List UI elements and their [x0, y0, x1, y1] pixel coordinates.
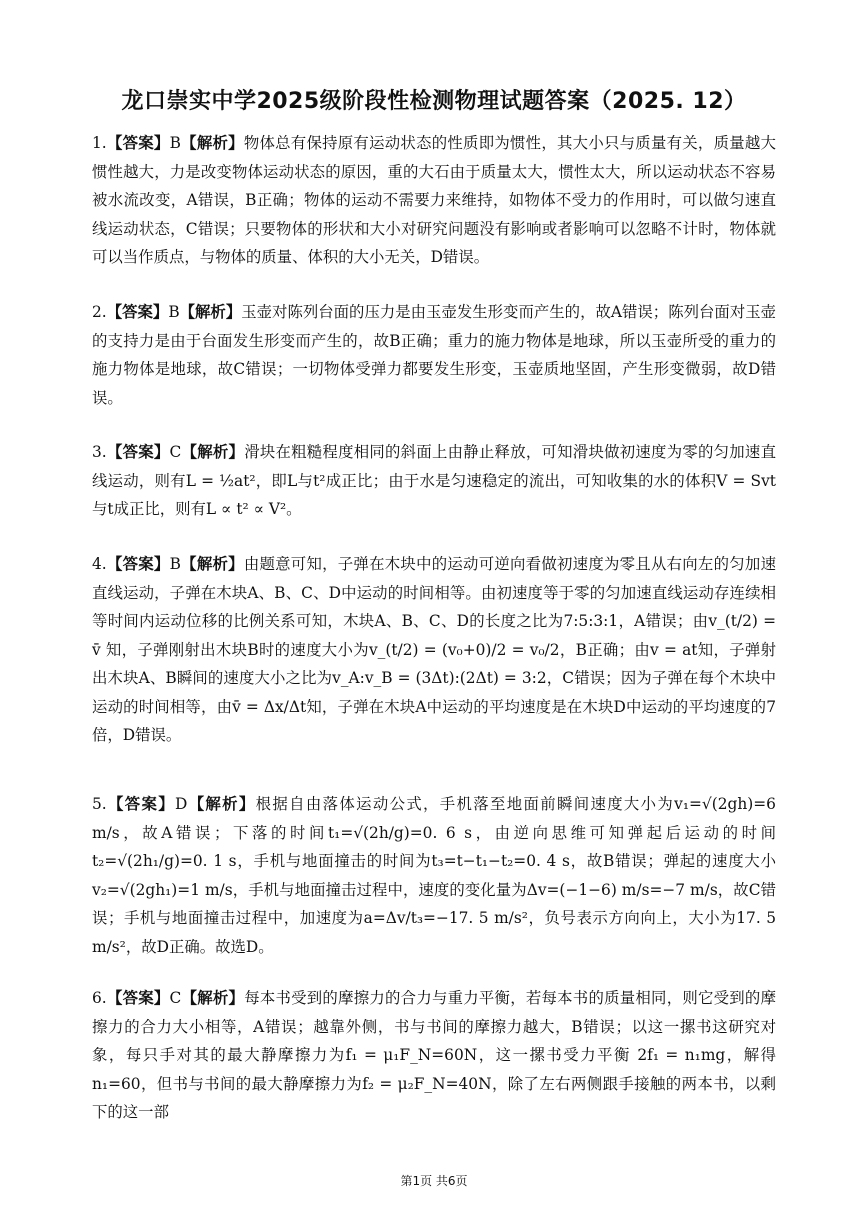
answer-value: C [169, 443, 182, 461]
page-footer: 第1页 共6页 [400, 1174, 468, 1188]
explanation-text: 玉壶对陈列台面的压力是由玉壶发生形变而产生的，故A错误；陈列台面对玉壶的支持力是由于台面发生形变而产生的，故B正确；重力的施力物体是地球，所以玉壶所受的重力的施力物体是地球，故C错误；一切物体受弹力都要发生形变，玉壶质地坚固，产生形变微弱，故D错误。 [92, 303, 776, 407]
question-number: 5. [92, 795, 107, 813]
explanation-text: 滑块在粗糙程度相同的斜面上由静止释放，可知滑块做初速度为零的匀加速直线运动，则有L = ½at²，即L与t²成正比；由于水是匀速稳定的流出，可知收集的水的体积V = Svt与t成正比，则有L ∝ t² ∝ V²。 [92, 443, 776, 518]
explanation-text: 根据自由落体运动公式，手机落至地面前瞬间速度大小为v₁=√(2gh)=6 m/s，故A错误；下落的时间t₁=√(2h/g)=0. 6 s，由逆向思维可知弹起后运动的时间t₂=√(2h₁/g)=0. 1 s，手机与地面撞击的时间为t₃=t−t₁−t₂=0. 4 s，故B错误；弹起的速度大小v₂=√(2gh₁)=1 m/s，手机与地面撞击过程中，速度的变化量为Δv=(−1−6) m/s=−7 m/s，故C错误；手机与地面撞击过程中，加速度为a=Δv/t₃=−17. 5 m/s²，负号表示方向向上，大小为17. 5 m/s²，故D正确。故选D。 [92, 795, 776, 956]
explanation-label: 【解析】 [179, 303, 242, 321]
answer-label: 【答案】 [106, 134, 170, 152]
page-title: 龙口崇实中学2025级阶段性检测物理试题答案（2025. 12） [121, 89, 747, 114]
question-2 [92, 298, 776, 412]
answer-value: B [168, 303, 180, 321]
question-number: 3. [92, 443, 107, 461]
question-5 [92, 790, 776, 961]
question-number: 6. [92, 989, 107, 1007]
answer-label: 【答案】 [106, 303, 169, 321]
explanation-label: 【解析】 [180, 134, 244, 152]
question-1 [92, 129, 776, 272]
answer-value: D [175, 795, 188, 813]
explanation-label: 【解析】 [181, 989, 245, 1007]
explanation-text: 物体总有保持原有运动状态的性质即为惯性，其大小只与质量有关，质量越大惯性越大，力是改变物体运动状态的原因，重的大石由于质量太大，惯性太大，所以运动状态不容易被水流改变，A错误，B正确；物体的运动不需要力来维持，如物体不受力的作用时，可以做匀速直线运动状态，C错误；只要物体的形状和大小对研究问题没有影响或者影响可以忽略不计时，物体就可以当作质点，与物体的质量、体积的大小无关，D错误。 [92, 134, 776, 266]
answer-label: 【答案】 [106, 443, 170, 461]
question-number: 2. [92, 303, 107, 321]
question-number: 1. [92, 134, 107, 152]
question-number: 4. [92, 555, 107, 573]
explanation-text: 由题意可知，子弹在木块中的运动可逆向看做初速度为零且从右向左的匀加速直线运动，子弹在木块A、B、C、D中运动的时间相等。由初速度等于零的匀加速直线运动存连续相等时间内运动位移的比例关系可知，木块A、B、C、D的长度之比为7:5:3:1，A错误；由v_(t/2) = v̄ 知，子弹刚射出木块B时的速度大小为v_(t/2) = (v₀+0)/2 = v₀/2，B正确；由v = at知，子弹射出木块A、B瞬间的速度大小之比为v_A:v_B = (3Δt):(2Δt) = 3:2，C错误；因为子弹在每个木块中运动的时间相等，由v̄ = Δx/Δt知，子弹在木块A中运动的平均速度是在木块D中运动的平均速度的7倍，D错误。 [92, 555, 776, 744]
answer-label: 【答案】 [106, 555, 170, 573]
answer-value: C [169, 989, 182, 1007]
answer-value: B [169, 134, 181, 152]
explanation-label: 【解析】 [181, 443, 245, 461]
answer-label: 【答案】 [106, 989, 170, 1007]
question-4 [92, 550, 776, 750]
question-6 [92, 984, 776, 1127]
question-3 [92, 438, 776, 524]
answer-value: B [169, 555, 181, 573]
explanation-label: 【解析】 [187, 795, 256, 813]
explanation-label: 【解析】 [180, 555, 244, 573]
explanation-text: 每本书受到的摩擦力的合力与重力平衡，若每本书的质量相同，则它受到的摩擦力的合力大小相等，A错误；越靠外侧，书与书间的摩擦力越大，B错误；以这一摞书这研究对象，每只手对其的最大静摩擦力为f₁ = μ₁F_N=60N，这一摞书受力平衡 2f₁ = n₁mg，解得n₁=60，但书与书间的最大静摩擦力为f₂ = μ₂F_N=40N，除了左右两侧跟手接触的两本书，以剩下的这一部 [92, 989, 776, 1121]
answer-label: 【答案】 [106, 795, 175, 813]
